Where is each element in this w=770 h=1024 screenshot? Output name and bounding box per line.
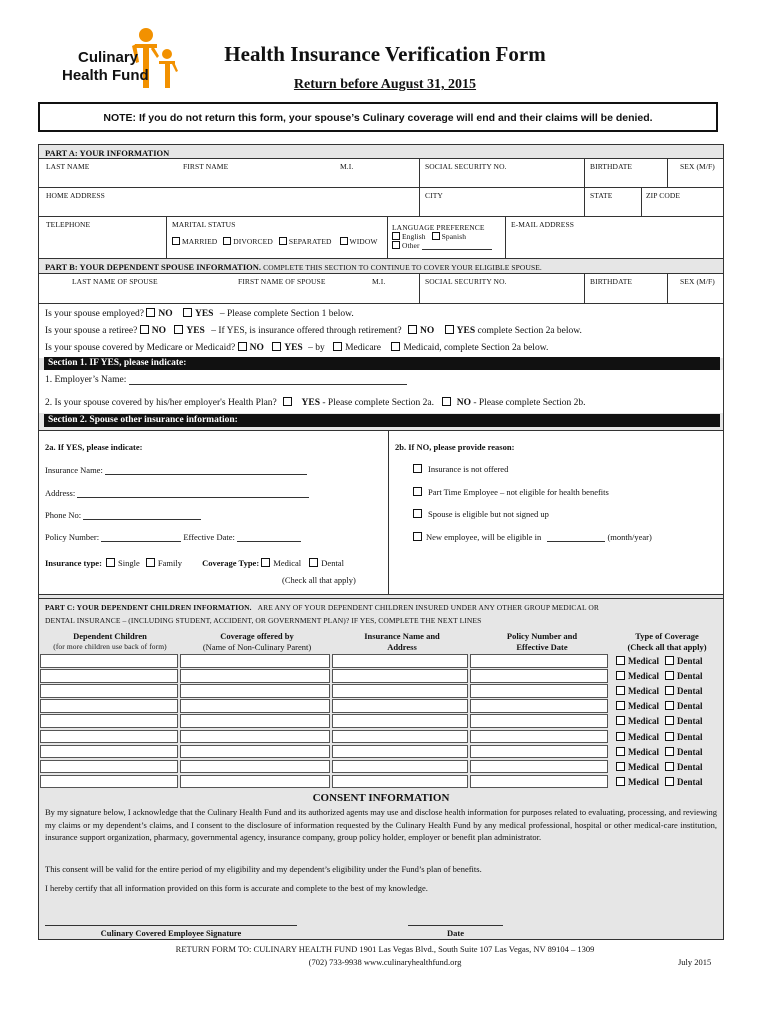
reason-new-employee: New employee, will be eligible in (month/year) (413, 531, 652, 542)
child-medical-checkbox[interactable] (616, 747, 625, 756)
english-checkbox[interactable] (392, 232, 400, 240)
effective-date-input[interactable] (237, 531, 301, 542)
email-field[interactable]: E-MAIL ADDRESS (511, 220, 575, 229)
part-c-heading: PART C: YOUR DEPENDENT CHILDREN INFORMATION. ARE ANY OF YOUR DEPENDENT CHILDREN INSURED UNDER ANY OTHER GROUP MEDICAL OR (45, 603, 600, 612)
col-coverage-offered: Coverage offered by (Name of Non-Culinary Parent) (202, 631, 312, 652)
employer-plan-no-checkbox[interactable] (442, 397, 451, 406)
insurance-name-cell[interactable] (332, 714, 468, 728)
child-row (40, 775, 722, 790)
date-label: Date (447, 928, 464, 938)
signature-line[interactable] (45, 925, 297, 926)
medicare-no-checkbox[interactable] (238, 342, 247, 351)
employer-name-input[interactable] (129, 374, 407, 385)
child-name-cell[interactable] (40, 730, 178, 744)
coverage-type-cell (610, 730, 726, 744)
retirement-no-checkbox[interactable] (408, 325, 417, 334)
child-row (40, 669, 722, 684)
employer-plan-row: 2. Is your spouse covered by his/her employer's Health Plan? YES - Please complete Section 2a. NO - Please complete Section 2b. (45, 398, 586, 408)
child-dental-checkbox[interactable] (665, 747, 674, 756)
part-b-heading: PART B: YOUR DEPENDENT SPOUSE INFORMATION. COMPLETE THIS SECTION TO CONTINUE TO COVER YOUR ELIGIBLE SPOUSE. (45, 262, 542, 272)
coverage-offered-cell[interactable] (180, 699, 330, 713)
child-medical-label: Medical (628, 656, 659, 666)
reason-part-time: Part Time Employee – not eligible for health benefits (413, 487, 609, 497)
part-time-checkbox[interactable] (413, 487, 422, 496)
divorced-checkbox[interactable] (223, 237, 231, 245)
section2a-heading: 2a. If YES, please indicate: (45, 442, 143, 452)
telephone-field[interactable]: TELEPHONE (46, 220, 91, 229)
child-medical-label: Medical (628, 761, 659, 772)
policy-number-input[interactable] (101, 531, 181, 542)
child-name-cell[interactable] (40, 684, 178, 698)
consent-heading: CONSENT INFORMATION (312, 792, 450, 804)
child-medical-label: Medical (628, 701, 659, 712)
consent-paragraph-3: I hereby certify that all information provided on this form is accurate and complete to the best of my knowledge. (45, 883, 428, 893)
insurance-name-cell[interactable] (332, 654, 468, 668)
page-subtitle: Return before August 31, 2015 (293, 77, 477, 92)
single-checkbox[interactable] (106, 558, 115, 567)
medicare-checkbox[interactable] (333, 342, 342, 351)
note-text: NOTE: If you do not return this form, your spouse’s Culinary coverage will end and their claims will be denied. (103, 112, 653, 124)
insurance-name-cell[interactable] (332, 669, 468, 683)
retiree-yes-checkbox[interactable] (174, 325, 183, 334)
policy-number-cell[interactable] (470, 745, 608, 759)
reason-not-offered: Insurance is not offered (413, 464, 508, 474)
part-c-heading-line2: DENTAL INSURANCE – (INCLUDING STUDENT, ACCIDENT, OR GOVERNMENT PLAN)? IF YES, COMPLETE THE NEXT LINES (45, 616, 482, 625)
other-checkbox[interactable] (392, 241, 400, 249)
insurance-name-cell[interactable] (332, 775, 468, 789)
policy-number-cell[interactable] (470, 669, 608, 683)
employed-no-checkbox[interactable] (146, 308, 155, 317)
language-label: LANGUAGE PREFERENCE (392, 223, 485, 232)
insurance-name-cell[interactable] (332, 745, 468, 759)
address-input[interactable] (77, 487, 309, 498)
birthdate-field[interactable]: BIRTHDATE (590, 162, 633, 171)
child-name-cell[interactable] (40, 760, 178, 774)
child-dental-checkbox[interactable] (665, 777, 674, 786)
coverage-offered-cell[interactable] (180, 775, 330, 789)
first-name-field[interactable]: FIRST NAME (183, 162, 229, 171)
col-dependent-children: Dependent Children (for more children use back of form) (53, 631, 167, 651)
part-a-heading: PART A: YOUR INFORMATION (45, 148, 170, 158)
child-medical-checkbox[interactable] (616, 732, 625, 741)
q-medicare: Is your spouse covered by Medicare or Medicaid? NO YES – by Medicare Medicaid, complete Section 2a below. (45, 343, 549, 353)
note-box (38, 102, 718, 132)
coverage-offered-cell[interactable] (180, 654, 330, 668)
signature-label: Culinary Covered Employee Signature (100, 928, 242, 938)
child-medical-checkbox[interactable] (616, 716, 625, 725)
coverage-type-cell (610, 745, 726, 759)
employer-name-row: 1. Employer’s Name: (45, 374, 407, 385)
spouse-last-name-field[interactable]: LAST NAME OF SPOUSE (72, 277, 158, 286)
child-dental-checkbox[interactable] (665, 762, 674, 771)
child-medical-label: Medical (628, 686, 659, 697)
logo-line2: Health Fund (62, 67, 149, 84)
separated-checkbox[interactable] (279, 237, 287, 245)
insurance-name-input[interactable] (105, 464, 307, 475)
child-dental-checkbox[interactable] (665, 701, 674, 710)
eligible-month-input[interactable] (547, 531, 605, 542)
insurance-name-cell[interactable] (332, 760, 468, 774)
child-medical-label: Medical (628, 776, 659, 787)
spouse-first-name-field[interactable]: FIRST NAME OF SPOUSE (238, 277, 326, 286)
spanish-checkbox[interactable] (432, 232, 440, 240)
child-medical-checkbox[interactable] (616, 762, 625, 771)
form-date: July 2015 (678, 957, 712, 967)
policy-number-cell[interactable] (470, 760, 608, 774)
policy-number-cell[interactable] (470, 775, 608, 789)
marital-status-label: MARITAL STATUS (172, 220, 236, 229)
child-medical-label: Medical (628, 731, 659, 742)
employed-yes-checkbox[interactable] (183, 308, 192, 317)
child-medical-checkbox[interactable] (616, 656, 625, 665)
cov-medical-checkbox[interactable] (261, 558, 270, 567)
widow-checkbox[interactable] (340, 237, 348, 245)
reason-not-signed: Spouse is eligible but not signed up (413, 509, 549, 519)
part-a-grid (39, 158, 723, 258)
consent-paragraph-1: By my signature below, I acknowledge that the Culinary Health Fund and its authorized agents may use and disclose health information for purposes related to evaluating, processing, and reviewing my claims or my dependent’s claims, and I consent to the disclosure of information requested by the Culinary Health Fund by any medical professional, hospital or other medical-care institution, insurance support organization, pharmacy, governmental agency, insurance company, group policy holder, employer or benefit plan administrator. (45, 807, 717, 842)
other-language-input[interactable] (422, 242, 492, 250)
q-retiree: Is your spouse a retiree? NO YES – If YES, is insurance offered through retirement? NO YES complete Section 2a below. (45, 326, 582, 336)
marital-options: MARRIED DIVORCED SEPARATED WIDOW (172, 237, 378, 246)
retirement-yes-checkbox[interactable] (445, 325, 454, 334)
coverage-type-cell (610, 699, 726, 713)
child-medical-checkbox[interactable] (616, 701, 625, 710)
child-name-cell[interactable] (40, 775, 178, 789)
coverage-type-cell (610, 775, 726, 789)
child-medical-checkbox[interactable] (616, 777, 625, 786)
last-name-field[interactable]: LAST NAME (46, 162, 90, 171)
zip-field[interactable]: ZIP CODE (646, 191, 681, 200)
policy-number-cell[interactable] (470, 699, 608, 713)
child-dental-label: Dental (677, 671, 703, 682)
child-dental-label: Dental (677, 701, 703, 712)
child-row (40, 730, 722, 745)
mi-field[interactable]: M.I. (340, 162, 354, 171)
medicaid-checkbox[interactable] (391, 342, 400, 351)
insurance-name-row: Insurance Name: (45, 464, 307, 475)
child-dental-checkbox[interactable] (665, 671, 674, 680)
ssn-field[interactable]: SOCIAL SECURITY NO. (425, 162, 507, 171)
logo (60, 26, 180, 91)
employer-plan-yes-checkbox[interactable] (283, 397, 292, 406)
return-address: RETURN FORM TO: CULINARY HEALTH FUND 1901 Las Vegas Blvd., South Suite 107 Las Vegas, NV 89104 – 1309 (175, 944, 595, 954)
insurance-name-cell[interactable] (332, 730, 468, 744)
coverage-offered-cell[interactable] (180, 745, 330, 759)
spouse-sex-field[interactable]: SEX (M/F) (680, 277, 715, 286)
coverage-type-cell (610, 654, 726, 668)
not-offered-checkbox[interactable] (413, 464, 422, 473)
child-dental-checkbox[interactable] (665, 686, 674, 695)
child-name-cell[interactable] (40, 654, 178, 668)
policy-row: Policy Number: Effective Date: (45, 531, 301, 542)
col-policy-number: Policy Number and Effective Date (506, 631, 578, 652)
child-dental-label: Dental (677, 716, 703, 727)
child-row (40, 745, 722, 760)
coverage-type-cell (610, 714, 726, 728)
coverage-offered-cell[interactable] (180, 760, 330, 774)
not-signed-up-checkbox[interactable] (413, 509, 422, 518)
coverage-type-cell (610, 669, 726, 683)
sex-field[interactable]: SEX (M/F) (680, 162, 715, 171)
policy-number-cell[interactable] (470, 730, 608, 744)
child-name-cell[interactable] (40, 699, 178, 713)
page-title: Health Insurance Verification Form (224, 42, 546, 66)
family-checkbox[interactable] (146, 558, 155, 567)
address-row: Address: (45, 487, 309, 498)
child-dental-label: Dental (677, 731, 703, 742)
child-dental-label: Dental (677, 761, 703, 772)
child-medical-checkbox[interactable] (616, 686, 625, 695)
coverage-offered-cell[interactable] (180, 730, 330, 744)
coverage-type-cell (610, 760, 726, 774)
child-row (40, 714, 722, 729)
child-dental-checkbox[interactable] (665, 732, 674, 741)
col-insurance-name: Insurance Name and Address (364, 631, 440, 652)
child-dental-label: Dental (677, 656, 703, 666)
phone-input[interactable] (83, 509, 201, 520)
col-type-of-coverage: Type of Coverage (Check all that apply) (627, 631, 707, 652)
medicare-yes-checkbox[interactable] (272, 342, 281, 351)
child-medical-label: Medical (628, 746, 659, 757)
policy-number-cell[interactable] (470, 684, 608, 698)
child-name-cell[interactable] (40, 669, 178, 683)
logo-line1: Culinary (78, 49, 139, 66)
child-row (40, 684, 722, 699)
child-dental-label: Dental (677, 746, 703, 757)
child-dental-label: Dental (677, 776, 703, 787)
insurance-type-row: Insurance type: Single Family Coverage Type: Medical Dental (45, 558, 344, 568)
date-line[interactable] (408, 925, 503, 926)
home-address-field[interactable]: HOME ADDRESS (46, 191, 105, 200)
coverage-offered-cell[interactable] (180, 669, 330, 683)
section1-bar: Section 1. IF YES, please indicate: (44, 357, 720, 370)
state-field[interactable]: STATE (590, 191, 613, 200)
children-table (40, 654, 722, 790)
policy-number-cell[interactable] (470, 714, 608, 728)
coverage-offered-cell[interactable] (180, 714, 330, 728)
child-dental-label: Dental (677, 686, 703, 697)
insurance-name-cell[interactable] (332, 699, 468, 713)
married-checkbox[interactable] (172, 237, 180, 245)
coverage-offered-cell[interactable] (180, 684, 330, 698)
insurance-name-cell[interactable] (332, 684, 468, 698)
consent-paragraph-2: This consent will be valid for the entire period of my eligibility and my dependent’s eligibility under the Fund’s plan of benefits. (45, 864, 482, 874)
phone-row: Phone No: (45, 509, 201, 520)
child-name-cell[interactable] (40, 745, 178, 759)
city-field[interactable]: CITY (425, 191, 443, 200)
child-medical-checkbox[interactable] (616, 671, 625, 680)
child-medical-label: Medical (628, 716, 659, 727)
spouse-ssn-field[interactable]: SOCIAL SECURITY NO. (425, 277, 507, 286)
retiree-no-checkbox[interactable] (140, 325, 149, 334)
child-name-cell[interactable] (40, 714, 178, 728)
coverage-type-cell (610, 684, 726, 698)
child-medical-label: Medical (628, 671, 659, 682)
spouse-birthdate-field[interactable]: BIRTHDATE (590, 277, 633, 286)
section2-bar: Section 2. Spouse other insurance information: (44, 414, 720, 427)
child-row (40, 654, 722, 669)
spouse-mi-field[interactable]: M.I. (372, 277, 386, 286)
policy-number-cell[interactable] (470, 654, 608, 668)
child-row (40, 699, 722, 714)
language-options: English Spanish Other (392, 232, 492, 250)
q-employed: Is your spouse employed? NO YES – Please complete Section 1 below. (45, 309, 354, 319)
child-dental-checkbox[interactable] (665, 656, 674, 665)
section2b-heading: 2b. If NO, please provide reason: (395, 442, 515, 452)
check-all-note: (Check all that apply) (282, 575, 356, 585)
child-row (40, 760, 722, 775)
new-employee-checkbox[interactable] (413, 532, 422, 541)
child-dental-checkbox[interactable] (665, 716, 674, 725)
cov-dental-checkbox[interactable] (309, 558, 318, 567)
return-phone-web: (702) 733-9938 www.culinaryhealthfund.org (308, 957, 462, 967)
